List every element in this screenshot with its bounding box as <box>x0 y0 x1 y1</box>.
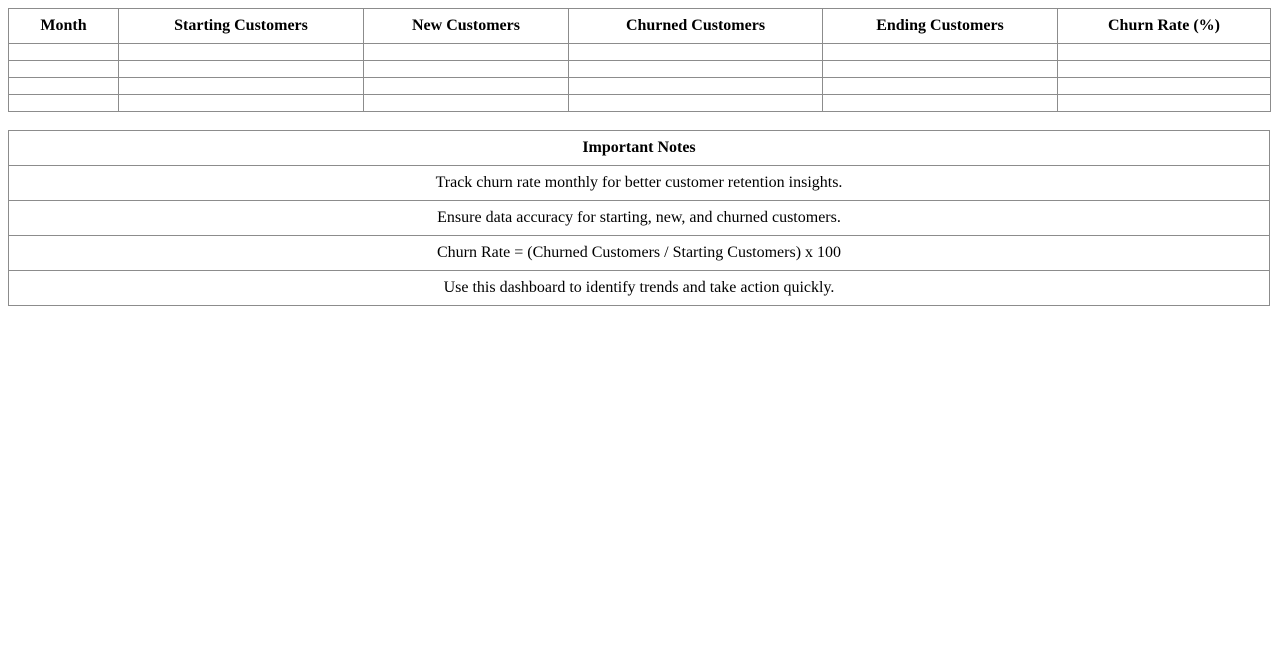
table-cell[interactable] <box>569 44 823 61</box>
table-cell[interactable] <box>119 78 364 95</box>
notes-row <box>9 166 1270 201</box>
table-cell[interactable] <box>1058 44 1271 61</box>
table-cell[interactable] <box>1058 95 1271 112</box>
table-cell[interactable] <box>119 44 364 61</box>
table-cell[interactable] <box>364 61 569 78</box>
table-row <box>9 95 1271 112</box>
table-cell[interactable] <box>364 44 569 61</box>
column-header-churn-rate: Churn Rate (%) <box>1058 9 1271 44</box>
column-header-ending-customers: Ending Customers <box>823 9 1058 44</box>
notes-row <box>9 271 1270 306</box>
table-cell[interactable] <box>1058 78 1271 95</box>
table-cell[interactable] <box>569 95 823 112</box>
table-header-row <box>9 9 1271 44</box>
table-cell[interactable] <box>1058 61 1271 78</box>
table-cell[interactable] <box>823 95 1058 112</box>
notes-row <box>9 201 1270 236</box>
column-header-churned-customers: Churned Customers <box>569 9 823 44</box>
table-row <box>9 61 1271 78</box>
table-cell[interactable] <box>9 61 119 78</box>
table-cell[interactable] <box>823 44 1058 61</box>
column-header-new-customers: New Customers <box>364 9 569 44</box>
column-header-starting-customers: Starting Customers <box>119 9 364 44</box>
table-cell[interactable] <box>364 78 569 95</box>
column-header-month: Month <box>9 9 119 44</box>
notes-header-row <box>9 131 1270 166</box>
notes-row <box>9 236 1270 271</box>
table-cell[interactable] <box>9 78 119 95</box>
note-item: Use this dashboard to identify trends and take action quickly. <box>9 271 1270 306</box>
table-cell[interactable] <box>569 61 823 78</box>
table-cell[interactable] <box>823 78 1058 95</box>
table-row <box>9 78 1271 95</box>
notes-table <box>8 130 1270 306</box>
table-cell[interactable] <box>9 44 119 61</box>
note-item: Churn Rate = (Churned Customers / Starting Customers) x 100 <box>9 236 1270 271</box>
table-row <box>9 44 1271 61</box>
table-cell[interactable] <box>119 95 364 112</box>
table-cell[interactable] <box>119 61 364 78</box>
churn-table <box>8 8 1271 112</box>
table-cell[interactable] <box>823 61 1058 78</box>
table-cell[interactable] <box>364 95 569 112</box>
table-cell[interactable] <box>9 95 119 112</box>
table-cell[interactable] <box>569 78 823 95</box>
note-item: Track churn rate monthly for better customer retention insights. <box>9 166 1270 201</box>
notes-title: Important Notes <box>9 131 1270 166</box>
note-item: Ensure data accuracy for starting, new, and churned customers. <box>9 201 1270 236</box>
